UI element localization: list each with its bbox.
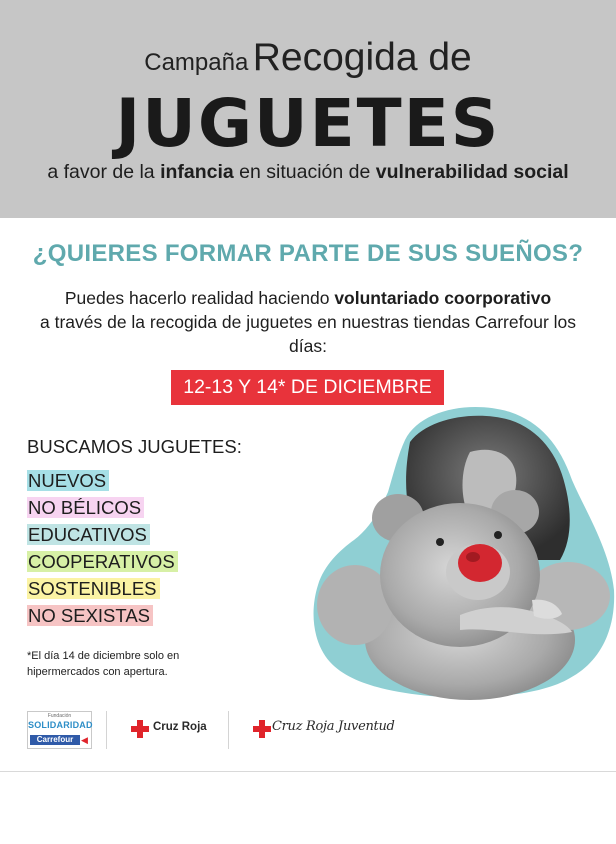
bear-nose-highlight-shape [466,552,480,562]
tag-sostenibles: SOSTENIBLES [27,578,160,599]
header-banner [0,0,616,218]
subtitle-part2: en situación de [233,161,376,183]
logo-divider [106,711,107,749]
buscamos-heading: BUSCAMOS JUGUETES: [27,436,242,457]
subtitle-infancia: infancia [160,161,234,183]
tag-nuevos: NUEVOS [27,470,109,491]
question-heading: ¿QUIERES FORMAR PARTE DE SUS SUEÑOS? [32,240,584,267]
solidaridad-label: SOLIDARIDAD [28,720,93,730]
red-cross-icon [253,720,271,738]
intro-part1: Puedes hacerlo realidad haciendo [64,288,335,308]
header-subtitle [0,161,616,184]
carrefour-arrow-icon: ◀ [81,735,88,745]
dates-badge: 12-13 Y 14* DE DICIEMBRE [171,370,444,405]
bear-red-nose-shape [458,544,502,582]
campaign-title-line [0,36,616,80]
cruz-roja-juventud-label: Cruz Roja Juventud [272,719,395,734]
cruz-roja-label: Cruz Roja [153,721,207,733]
logo-divider [228,711,229,749]
child-with-teddy-bear-image [310,400,616,700]
carrefour-label: Carrefour [30,735,80,745]
toy-tags-list [27,470,178,632]
tag-educativos: EDUCATIVOS [27,524,150,545]
subtitle-part1: a favor de la [47,161,161,183]
juguetes-title: JUGUETES [115,85,501,162]
fundacion-solidaridad-carrefour-logo [27,711,92,749]
recogida-words: Recogida de [252,36,472,79]
bear-left-eye-shape [436,538,444,546]
tag-no-sexistas: NO SEXISTAS [27,605,153,626]
tag-cooperativos: COOPERATIVOS [27,551,178,572]
intro-part2: a través de la recogida de juguetes en nuestras tiendas Carrefour los días: [39,312,576,356]
subtitle-vulnerabilidad: vulnerabilidad social [375,161,569,183]
intro-text [20,286,596,358]
partner-logos [0,705,616,755]
red-cross-icon [131,720,149,738]
fundacion-label: Fundación [47,713,72,719]
bear-right-eye-shape [494,531,502,539]
tag-no-belicos: NO BÉLICOS [27,497,144,518]
footnote: *El día 14 de diciembre solo en hipermercados con apertura. [27,650,180,678]
campana-word: Campaña [144,49,249,76]
intro-bold: voluntariado coorporativo [334,288,552,308]
bottom-rule [0,771,616,772]
